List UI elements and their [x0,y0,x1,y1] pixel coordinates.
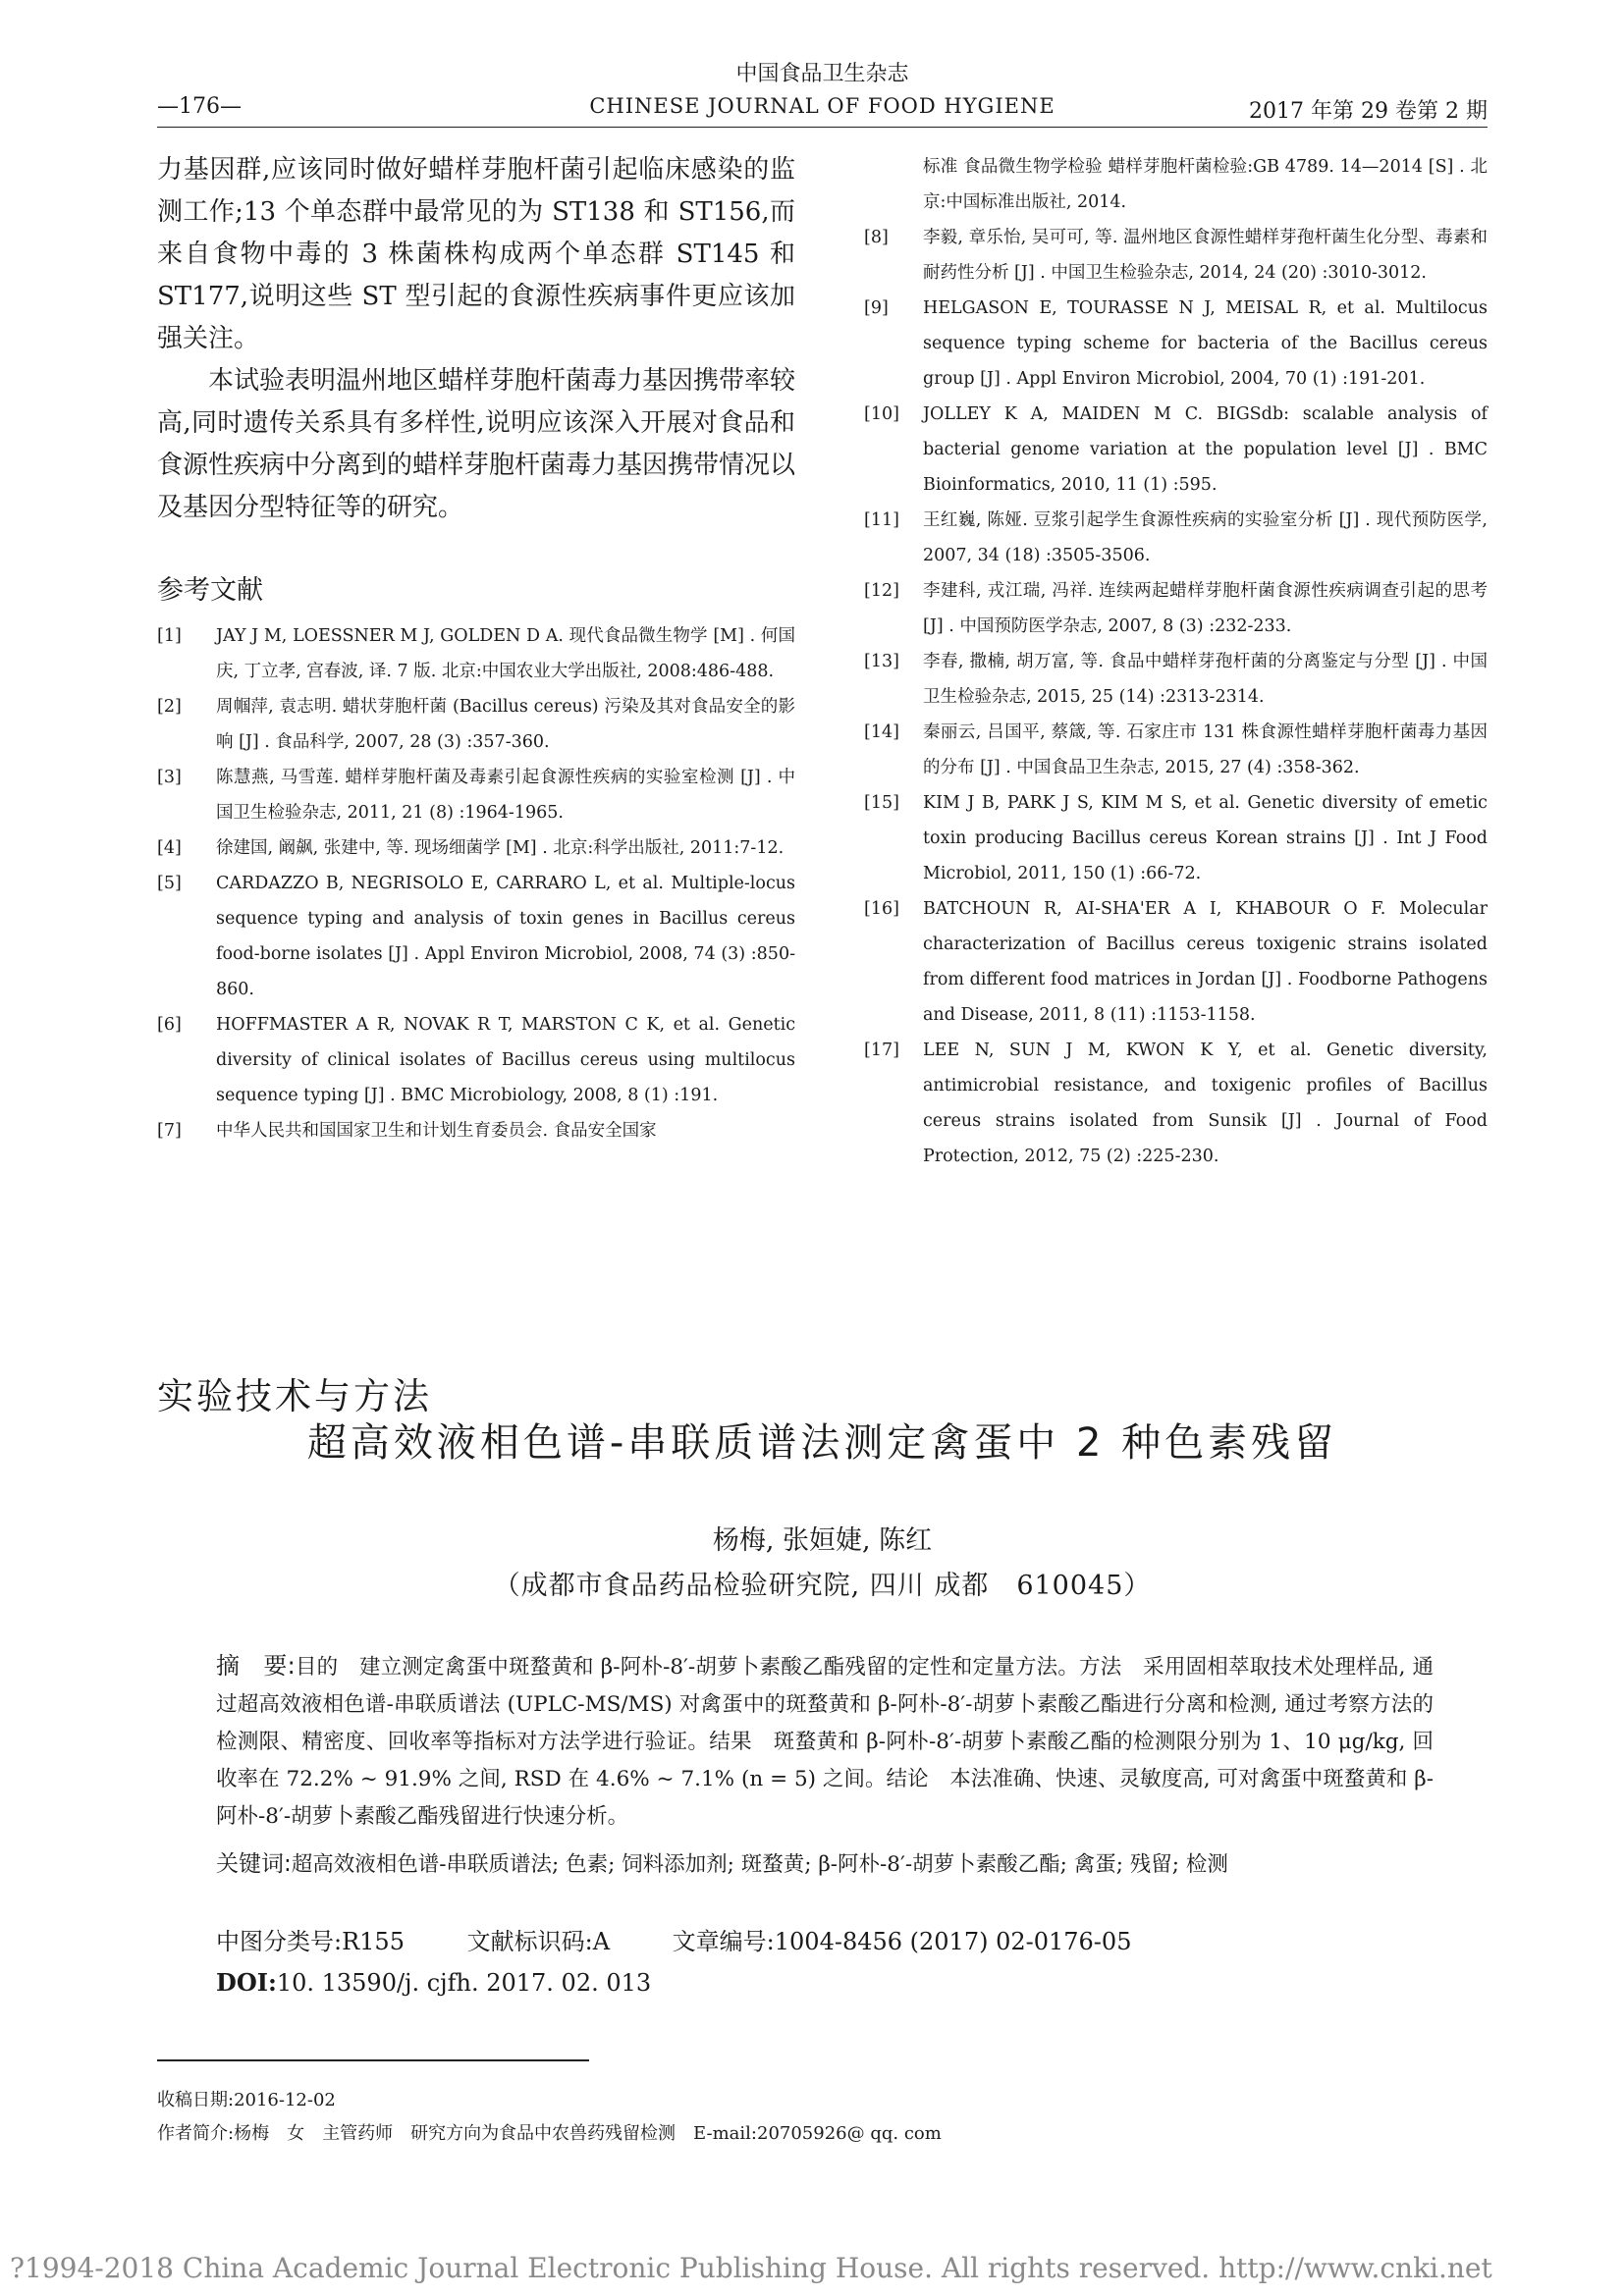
reference-item [864,644,1488,715]
reference-text: JAY J M, LOESSNER M J, GOLDEN D A. 现代食品微生物学 [M] . 何国庆, 丁立孝, 宫春波, 译. 7 版. 北京:中国农业大学出版社, 2008:486-488. [216,626,795,681]
reference-text: 李建科, 戎江瑞, 冯祥. 连续两起蜡样芽胞杆菌食源性疾病调查引起的思考 [J] . 中国预防医学杂志, 2007, 8 (3) :232-233. [923,581,1488,636]
reference-item [157,689,795,760]
header-divider [157,127,1488,128]
reference-number: [15] [864,793,899,813]
reference-item [157,1113,795,1148]
reference-text: 秦丽云, 吕国平, 蔡箴, 等. 石家庄市 131 株食源性蜡样芽胞杆菌毒力基因的分布 [J] . 中国食品卫生杂志, 2015, 27 (4) :358-362. [923,722,1488,777]
author-bio: 作者简介:杨梅 女 主管药师 研究方向为食品中农兽药残留检测 E-mail:20705926@ qq. com [157,2123,942,2144]
reference-number: [6] [157,1015,182,1035]
abstract-label: 摘 要: [216,1652,296,1680]
doi-label: DOI: [216,1968,277,1997]
keywords [216,1845,1434,1884]
reference-text: 徐建国, 阚飙, 张建中, 等. 现场细菌学 [M] . 北京:科学出版社, 2011:7-12. [216,838,785,858]
document-code: 文献标识码:A [466,1928,611,1955]
article-title: 超高效液相色谱-串联质谱法测定禽蛋中 2 种色素残留 [306,1420,1338,1466]
reference-item [864,149,1488,220]
reference-text: LEE N, SUN J M, KWON K Y, et al. Genetic diversity, antimicrobial resistance, and toxigenic profiles of Bacillus cereus strains isolated from Sunsik [J] . Journal of Food Protection, 2012, 75 (2) :225-230. [923,1041,1488,1166]
reference-item [864,503,1488,573]
reference-number: [7] [157,1121,182,1141]
reference-item [864,573,1488,644]
journal-name-cn: 中国食品卫生杂志 [735,62,909,86]
page-number: —176— [157,94,242,119]
body-paragraph-1: 力基因群,应该同时做好蜡样芽胞杆菌引起临床感染的监测工作;13 个单态群中最常见的为 ST138 和 ST156,而来自食物中毒的 3 株菌株构成两个单态群 ST145 和 ST177,说明这些 ST 型引起的食源性疾病事件更应该加强关注。 [157,155,795,353]
reference-text: 王红巍, 陈娅. 豆浆引起学生食源性疾病的实验室分析 [J] . 现代预防医学, 2007, 34 (18) :3505-3506. [923,510,1488,565]
reference-number: [11] [864,510,899,530]
doi-value: 10. 13590/j. cjfh. 2017. 02. 013 [276,1969,652,1997]
reference-list-right [864,149,1488,1174]
reference-item [157,830,795,866]
keywords-text: 超高效液相色谱-串联质谱法; 色素; 饲料添加剂; 斑蝥黄; β-阿朴-8′-胡萝卜素酸乙酯; 禽蛋; 残留; 检测 [291,1852,1228,1877]
reference-text: BATCHOUN R, AI-SHA'ER A I, KHABOUR O F. Molecular characterization of Bacillus cereus toxigenic strains isolated from different food matrices in Jordan [J] . Foodborne Pathogens and Disease, 2011, 8 (11) :1153-1158. [923,899,1488,1025]
doi-line [216,1963,651,2002]
reference-item [864,291,1488,397]
reference-item [864,785,1488,891]
reference-number: [10] [864,404,899,424]
reference-number: [14] [864,722,899,742]
left-column [157,149,795,1148]
reference-number: [5] [157,874,182,893]
reference-item [157,760,795,830]
reference-item [157,618,795,689]
reference-text: 周帼萍, 袁志明. 蜡状芽胞杆菌 (Bacillus cereus) 污染及其对食品安全的影响 [J] . 食品科学, 2007, 28 (3) :357-360. [216,697,795,752]
journal-name-en: CHINESE JOURNAL OF FOOD HYGIENE [589,94,1056,118]
reference-number: [2] [157,697,182,717]
article-number: 文章编号:1004-8456 (2017) 02-0176-05 [672,1928,1132,1955]
reference-text: 中华人民共和国国家卫生和计划生育委员会. 食品安全国家 [216,1121,657,1141]
right-column [864,149,1488,1174]
reference-text: CARDAZZO B, NEGRISOLO E, CARRARO L, et al. Multiple-locus sequence typing and analysis of toxin genes in Bacillus cereus food-borne isolates [J] . Appl Environ Microbiol, 2008, 74 (3) :850-860. [216,874,795,999]
reference-text: HOFFMASTER A R, NOVAK R T, MARSTON C K, et al. Genetic diversity of clinical isolates of Bacillus cereus using multilocus sequence typing [J] . BMC Microbiology, 2008, 8 (1) :191. [216,1015,795,1105]
references-heading: 参考文献 [157,575,263,606]
reference-item [864,397,1488,503]
footnote-divider [157,2059,589,2061]
reference-text: 李毅, 章乐怡, 吴可可, 等. 温州地区食源性蜡样芽孢杆菌生化分型、毒素和耐药性分析 [J] . 中国卫生检验杂志, 2014, 24 (20) :3010-3012. [923,228,1488,283]
reference-number: [8] [864,228,889,247]
reference-number: [9] [864,298,889,318]
received-date: 收稿日期:2016-12-02 [157,2090,336,2110]
copyright-watermark: ?1994-2018 China Academic Journal Electronic Publishing House. All rights reserved. http://www.cnki.net [10,2252,1492,2284]
keywords-label: 关键词: [216,1851,292,1877]
authors: 杨梅, 张姮婕, 陈红 [712,1525,933,1556]
reference-number: [16] [864,899,899,919]
abstract-text: 目的 建立测定禽蛋中斑蝥黄和 β-阿朴-8′-胡萝卜素酸乙酯残留的定性和定量方法。方法 采用固相萃取技术处理样品, 通过超高效液相色谱-串联质谱法 (UPLC-MS/MS) 对禽蛋中的斑蝥黄和 β-阿朴-8′-胡萝卜素酸乙酯进行分离和检测, 通过考察方法的检测限、精密度、回收率等指标对方法学进行验证。结果 斑蝥黄和 β-阿朴-8′-胡萝卜素酸乙酯的检测限分别为 1、10 μg/kg, 回收率在 72.2% ~ 91.9% 之间, RSD 在 4.6% ~ 7.1% (n = 5) 之间。结论 本法准确、快速、灵敏度高, 可对禽蛋中斑蝥黄和 β-阿朴-8′-胡萝卜素酸乙酯残留进行快速分析。 [216,1655,1434,1829]
reference-item [864,715,1488,785]
clc-number: 中图分类号:R155 [216,1928,405,1955]
running-header [157,51,1488,130]
reference-number: [4] [157,838,182,858]
reference-number: [12] [864,581,899,601]
reference-number: [3] [157,768,182,787]
body-paragraph-2: 本试验表明温州地区蜡样芽胞杆菌毒力基因携带率较高,同时遗传关系具有多样性,说明应该深入开展对食品和食源性疾病中分离到的蜡样芽胞杆菌毒力基因携带情况以及基因分型特征等的研究。 [157,366,796,522]
reference-text: 标准 食品微生物学检验 蜡样芽胞杆菌检验:GB 4789. 14—2014 [S] . 北京:中国标准出版社, 2014. [923,157,1488,212]
reference-item [157,866,795,1007]
reference-text: 陈慧燕, 马雪莲. 蜡样芽胞杆菌及毒素引起食源性疾病的实验室检测 [J] . 中国卫生检验杂志, 2011, 21 (8) :1964-1965. [216,768,795,823]
reference-number: [1] [157,626,182,646]
reference-number: [13] [864,652,899,671]
reference-item [864,1033,1488,1174]
reference-text: KIM J B, PARK J S, KIM M S, et al. Genetic diversity of emetic toxin producing Bacillus cereus Korean strains [J] . Int J Food Microbiol, 2011, 150 (1) :66-72. [923,793,1488,883]
affiliation: （成都市食品药品检验研究院, 四川 成都 610045） [493,1571,1152,1601]
reference-text: 李春, 撒楠, 胡万富, 等. 食品中蜡样芽孢杆菌的分离鉴定与分型 [J] . 中国卫生检验杂志, 2015, 25 (14) :2313-2314. [923,652,1488,707]
reference-text: HELGASON E, TOURASSE N J, MEISAL R, et al. Multilocus sequence typing scheme for bacteria of the Bacillus cereus group [J] . Appl Environ Microbiol, 2004, 70 (1) :191-201. [923,298,1488,389]
reference-item [157,1007,795,1113]
reference-text: JOLLEY K A, MAIDEN M C. BIGSdb: scalable analysis of bacterial genome variation at the population level [J] . BMC Bioinformatics, 2010, 11 (1) :595. [923,404,1488,495]
abstract [216,1647,1434,1836]
reference-number [864,149,923,220]
reference-list-left [157,618,795,1148]
reference-item [864,891,1488,1033]
reference-number: [17] [864,1041,899,1060]
classification-line [216,1922,1434,1961]
section-label: 实验技术与方法 [157,1375,432,1417]
reference-item [864,220,1488,291]
issue-info: 2017 年第 29 卷第 2 期 [1249,99,1488,124]
